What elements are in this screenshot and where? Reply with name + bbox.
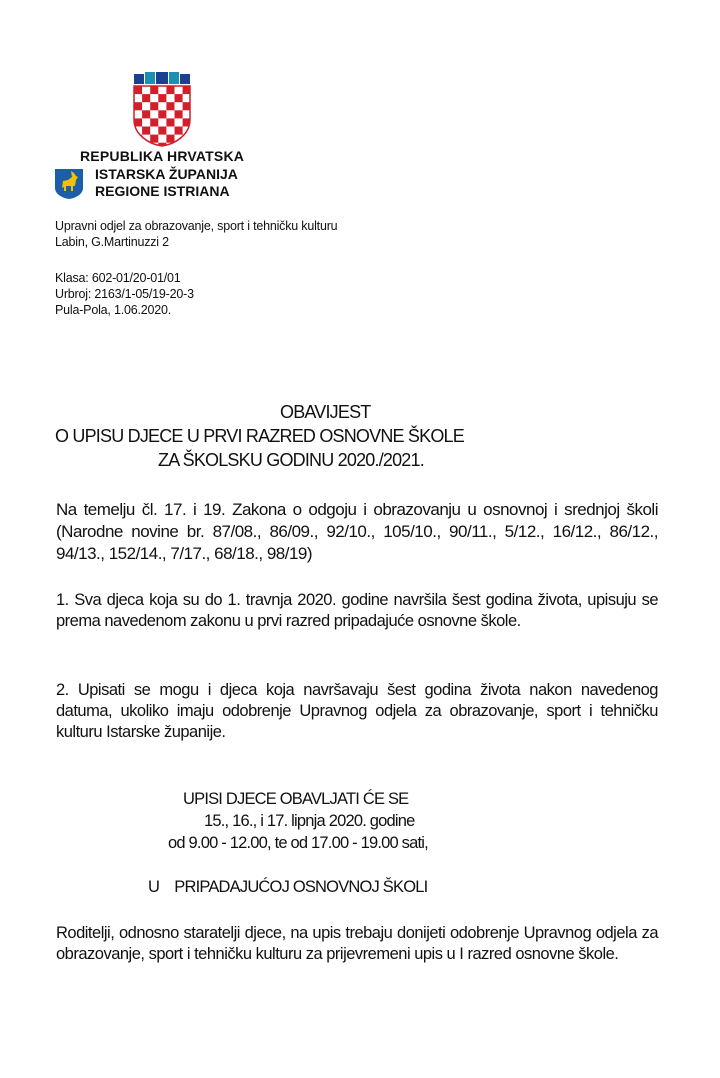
office-name: Upravni odjel za obrazovanje, sport i tehničku kulturu bbox=[55, 219, 338, 233]
crest-check bbox=[158, 127, 166, 135]
county-name-block bbox=[95, 166, 238, 200]
crest-check bbox=[166, 86, 174, 94]
crest-check bbox=[183, 86, 191, 94]
crest-check bbox=[183, 102, 191, 110]
county-name: ISTARSKA ŽUPANIJA bbox=[95, 166, 238, 182]
place-date: Pula-Pola, 1.06.2020. bbox=[55, 303, 172, 317]
urbroj: Urbroj: 2163/1-05/19-20-3 bbox=[55, 287, 194, 301]
crest-check bbox=[150, 102, 158, 110]
crest-check bbox=[150, 86, 158, 94]
crest-check bbox=[150, 118, 158, 126]
legal-basis: Na temelju čl. 17. i 19. Zakona o odgoju i obrazovanju u osnovnoj i srednjoj školi (Narodne novine br. 87/08., 86/09., 92/10., 105/10., 90/11., 5/12., 16/12., 86/12., 94/13., 152/14., 7/17., 68/18., 98/19) bbox=[56, 500, 658, 563]
crest-check bbox=[142, 127, 150, 135]
parents-note: Roditelji, odnosno staratelji djece, na upis trebaju donijeti odobrenje Upravnog odjela za obrazovanje, sport i tehničku kulturu za prijevremeni upis u I razred osnovne škole. bbox=[56, 924, 658, 963]
enrollment-location: U PRIPADAJUĆOJ OSNOVNOJ ŠKOLI bbox=[148, 878, 428, 896]
crest-check bbox=[134, 86, 142, 94]
croatia-coat-of-arms-icon bbox=[128, 72, 198, 148]
crest-check bbox=[175, 127, 183, 135]
crest-check bbox=[158, 94, 166, 102]
enrollment-dates: 15., 16., i 17. lipnja 2020. godine bbox=[204, 812, 415, 830]
crest-check bbox=[166, 102, 174, 110]
crest-check bbox=[158, 110, 166, 118]
enrollment-hours: od 9.00 - 12.00, te od 17.00 - 19.00 sati, bbox=[168, 834, 428, 852]
title-subject: O UPISU DJECE U PRVI RAZRED OSNOVNE ŠKOLE bbox=[55, 426, 464, 446]
title-school-year: ZA ŠKOLSKU GODINU 2020./2021. bbox=[158, 450, 424, 470]
crest-check bbox=[150, 135, 158, 143]
office-block bbox=[55, 218, 337, 250]
crest-check bbox=[142, 110, 150, 118]
crest-check bbox=[134, 102, 142, 110]
crest-check bbox=[166, 118, 174, 126]
crest-check bbox=[134, 118, 142, 126]
crest-check bbox=[142, 94, 150, 102]
crest-check bbox=[175, 94, 183, 102]
point-1: 1. Sva djeca koja su do 1. travnja 2020. godine navršila šest godina života, upisuju se prema navedenom zakonu u prvi razred pripadajuće osnovne škole. bbox=[56, 591, 658, 630]
crest-check bbox=[166, 135, 174, 143]
istria-goat-emblem-icon bbox=[54, 168, 84, 200]
enrollment-heading: UPISI DJECE OBAVLJATI ĆE SE bbox=[183, 790, 409, 808]
title-obavijest: OBAVIJEST bbox=[280, 402, 371, 422]
region-name: REGIONE ISTRIANA bbox=[95, 183, 230, 199]
meta-block bbox=[55, 270, 194, 318]
office-address: Labin, G.Martinuzzi 2 bbox=[55, 235, 169, 249]
point-2: 2. Upisati se mogu i djeca koja navršavaju šest godina života nakon navedenog datuma, ukoliko imaju odobrenje Upravnog odjela za obrazovanje, sport i tehničku kulturu Istarske županije. bbox=[56, 681, 658, 741]
klasa: Klasa: 602-01/20-01/01 bbox=[55, 271, 181, 285]
crest-check bbox=[175, 110, 183, 118]
republic-name: REPUBLIKA HRVATSKA bbox=[80, 148, 245, 164]
